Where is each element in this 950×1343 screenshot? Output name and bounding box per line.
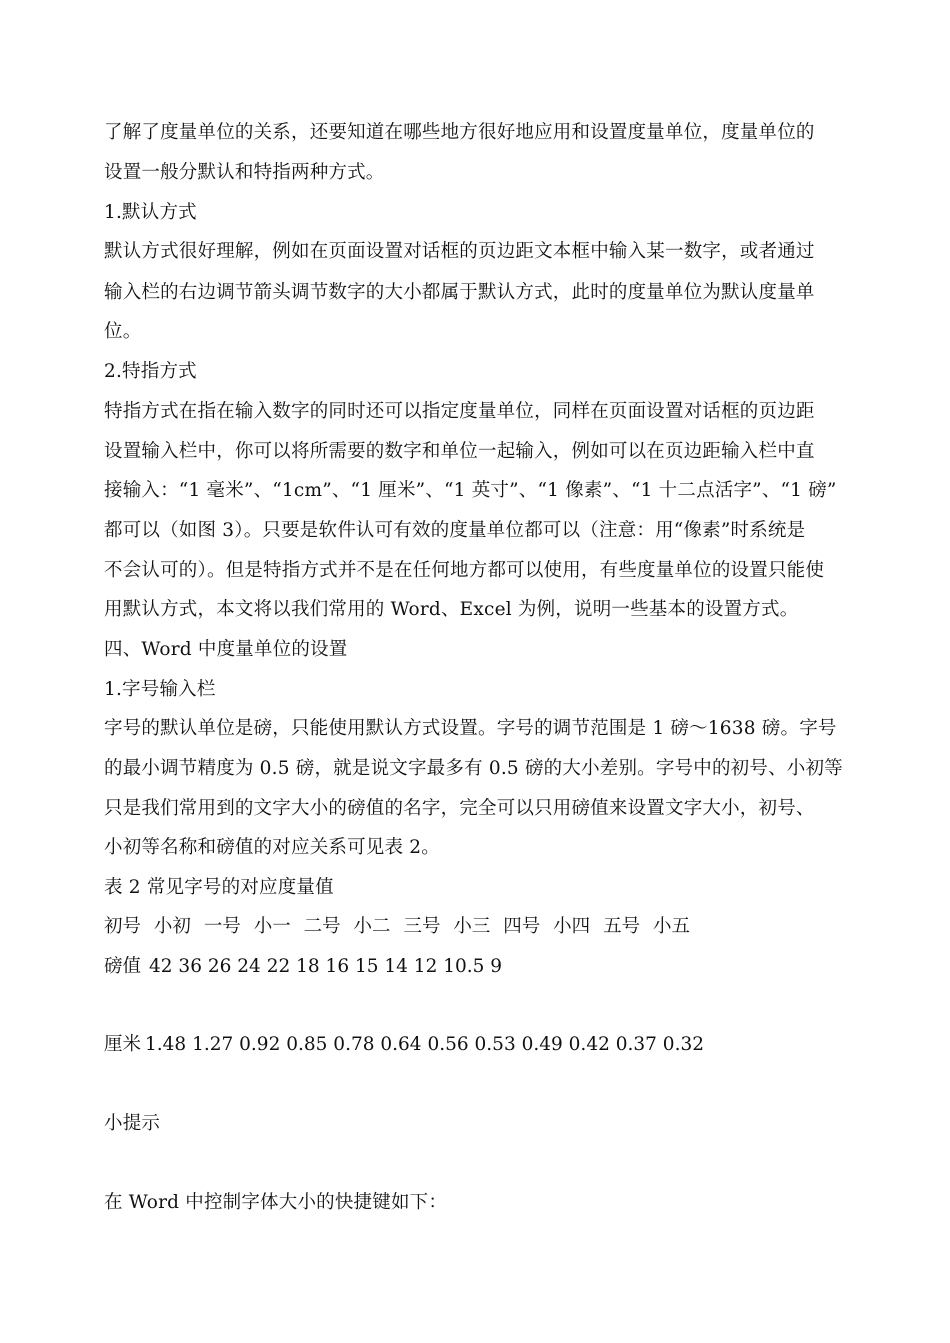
size-name-cell: 小四 bbox=[553, 916, 591, 937]
size-name-cell: 小初 bbox=[153, 916, 191, 937]
body-text-line: 了解了度量单位的关系，还要知道在哪些地方很好地应用和设置度量单位，度量单位的 bbox=[104, 122, 815, 143]
size-name-cell: 二号 bbox=[303, 916, 341, 937]
size-name-cell: 小二 bbox=[353, 916, 391, 937]
size-names-row bbox=[104, 915, 697, 939]
table-caption: 表 2 常见字号的对应度量值 bbox=[104, 877, 334, 898]
size-name-cell: 三号 bbox=[403, 916, 441, 937]
section-heading: 2.特指方式 bbox=[104, 361, 197, 382]
cm-row-label: 厘米 bbox=[104, 1034, 142, 1055]
tip-text: 在 Word 中控制字体大小的快捷键如下： bbox=[104, 1192, 448, 1213]
body-text-line: 设置输入栏中，你可以将所需要的数字和单位一起输入，例如可以在页边距输入栏中直 bbox=[104, 441, 815, 462]
size-name-cell: 小三 bbox=[453, 916, 491, 937]
body-text-line: 输入栏的右边调节箭头调节数字的大小都属于默认方式，此时的度量单位为默认度量单 bbox=[104, 282, 815, 303]
size-name-cell: 小一 bbox=[253, 916, 291, 937]
body-text-line: 字号的默认单位是磅，只能使用默认方式设置。字号的调节范围是 1 磅～1638 磅。字号 bbox=[104, 718, 837, 739]
points-row-label: 磅值 bbox=[104, 956, 142, 977]
body-text-line: 只是我们常用到的文字大小的磅值的名字，完全可以只用磅值来设置文字大小，初号、 bbox=[104, 798, 815, 819]
section-heading: 四、Word 中度量单位的设置 bbox=[104, 639, 348, 660]
section-heading: 1.默认方式 bbox=[104, 202, 197, 223]
body-text-line: 位。 bbox=[104, 321, 142, 342]
points-values: 42 36 26 24 22 18 16 15 14 12 10.5 9 bbox=[149, 956, 503, 977]
section-heading: 1.字号输入栏 bbox=[104, 679, 216, 700]
body-text-line: 都可以（如图 3）。只要是软件认可有效的度量单位都可以（注意：用“像素”时系统是 bbox=[104, 520, 806, 541]
points-row bbox=[104, 955, 502, 979]
size-name-cell: 初号 bbox=[104, 916, 142, 937]
size-name-cell: 一号 bbox=[203, 916, 241, 937]
size-name-cell: 五号 bbox=[603, 916, 641, 937]
body-text-line: 特指方式在指在输入数字的同时还可以指定度量单位，同样在页面设置对话框的页边距 bbox=[104, 401, 815, 422]
body-text-line: 接输入：“1 毫米”、“1cm”、“1 厘米”、“1 英寸”、“1 像素”、“1 十二点活字”、“1 磅” bbox=[104, 480, 837, 501]
body-text-line: 的最小调节精度为 0.5 磅，就是说文字最多有 0.5 磅的大小差别。字号中的初号、小初等 bbox=[104, 758, 843, 779]
size-name-cell: 四号 bbox=[503, 916, 541, 937]
body-text-line: 用默认方式，本文将以我们常用的 Word、Excel 为例，说明一些基本的设置方式。 bbox=[104, 599, 799, 620]
body-text-line: 小初等名称和磅值的对应关系可见表 2。 bbox=[104, 837, 440, 858]
tip-title: 小提示 bbox=[104, 1113, 161, 1134]
cm-values: 1.48 1.27 0.92 0.85 0.78 0.64 0.56 0.53 0.49 0.42 0.37 0.32 bbox=[145, 1034, 704, 1055]
body-text-line: 默认方式很好理解，例如在页面设置对话框的页边距文本框中输入某一数字，或者通过 bbox=[104, 241, 815, 262]
size-name-cell: 小五 bbox=[652, 916, 690, 937]
body-text-line: 不会认可的）。但是特指方式并不是在任何地方都可以使用，有些度量单位的设置只能使 bbox=[104, 560, 825, 581]
cm-row bbox=[104, 1033, 704, 1057]
body-text-line: 设置一般分默认和特指两种方式。 bbox=[104, 162, 385, 183]
